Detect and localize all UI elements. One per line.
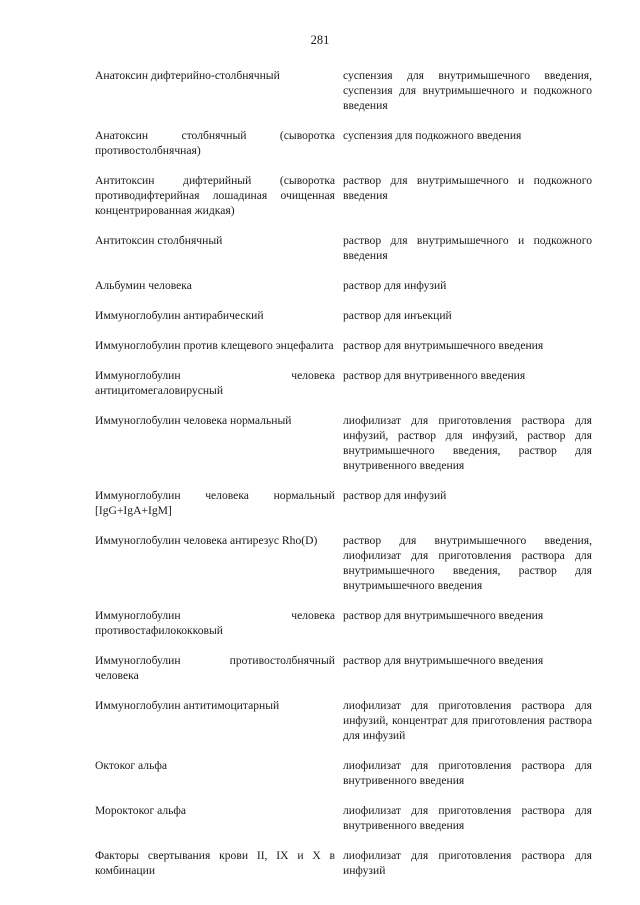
dosage-form: лиофилизат для приготовления раствора для инфузий	[343, 849, 592, 877]
dosage-form: суспензия для подкожного введения	[343, 129, 522, 142]
dosage-form: суспензия для внутримышечного введения, суспензия для внутримышечного и подкожного введения	[343, 69, 592, 112]
dosage-form: лиофилизат для приготовления раствора для внутривенного введения	[343, 804, 592, 832]
drug-name: Анатоксин дифтерийно-столбнячный	[95, 69, 280, 82]
table-row	[95, 488, 592, 518]
table-row	[95, 803, 592, 833]
page-number: 281	[310, 33, 330, 47]
dosage-form: раствор для внутримышечного введения	[343, 339, 544, 352]
drug-name: Иммуноглобулин против клещевого энцефалита	[95, 339, 334, 352]
dosage-form: раствор для внутримышечного введения, лиофилизат для приготовления раствора для внутримышечного введения, раствор для внутримышечного введения	[343, 534, 592, 592]
dosage-form: раствор для внутримышечного и подкожного введения	[343, 174, 592, 202]
table-row	[95, 698, 592, 743]
drug-name: Альбумин человека	[95, 279, 192, 292]
drug-name: Факторы свертывания крови II, IX и X в комбинации	[95, 849, 335, 877]
table-row	[95, 68, 592, 113]
table-row	[95, 368, 592, 398]
table-row	[95, 173, 592, 218]
table-row	[95, 758, 592, 788]
table-row	[95, 128, 592, 158]
drug-name: Октоког альфа	[95, 759, 168, 772]
dosage-form: раствор для внутривенного введения	[343, 369, 526, 382]
dosage-form: раствор для инфузий	[343, 489, 447, 502]
table-row	[95, 533, 592, 593]
dosage-form: лиофилизат для приготовления раствора для инфузий, раствор для инфузий, раствор для внутримышечного введения, раствор для внутривенного введения	[343, 414, 592, 472]
drug-name: Антитоксин столбнячный	[95, 234, 223, 247]
drug-name: Иммуноглобулин антитимоцитарный	[95, 699, 280, 712]
table-row	[95, 848, 592, 878]
table-row	[95, 413, 592, 473]
table-row	[95, 338, 592, 353]
drug-name: Иммуноглобулин человека нормальный [IgG+IgA+IgM]	[95, 489, 335, 517]
drug-name: Иммуноглобулин человека противостафилококковый	[95, 609, 335, 637]
drug-name: Иммуноглобулин человека нормальный	[95, 414, 292, 427]
table-row	[95, 233, 592, 263]
drug-name: Антитоксин дифтерийный (сыворотка противодифтерийная лошадиная очищенная концентрированная жидкая)	[95, 174, 335, 217]
dosage-form: лиофилизат для приготовления раствора для внутривенного введения	[343, 759, 592, 787]
table-row	[95, 653, 592, 683]
table-row	[95, 308, 592, 323]
drug-name: Анатоксин столбнячный (сыворотка противостолбнячная)	[95, 129, 335, 157]
drug-name: Иммуноглобулин противостолбнячный человека	[95, 654, 335, 682]
dosage-form: раствор для инфузий	[343, 279, 447, 292]
dosage-form: раствор для внутримышечного введения	[343, 654, 544, 667]
drug-table	[95, 68, 592, 893]
drug-name: Мороктоког альфа	[95, 804, 187, 817]
drug-name: Иммуноглобулин человека антирезус Rho(D)	[95, 534, 318, 547]
dosage-form: раствор для инъекций	[343, 309, 452, 322]
table-row	[95, 608, 592, 638]
dosage-form: раствор для внутримышечного и подкожного введения	[343, 234, 592, 262]
dosage-form: раствор для внутримышечного введения	[343, 609, 544, 622]
dosage-form: лиофилизат для приготовления раствора для инфузий, концентрат для приготовления раствора для инфузий	[343, 699, 592, 742]
drug-name: Иммуноглобулин человека антицитомегаловирусный	[95, 369, 335, 397]
table-row	[95, 278, 592, 293]
drug-name: Иммуноглобулин антирабический	[95, 309, 264, 322]
